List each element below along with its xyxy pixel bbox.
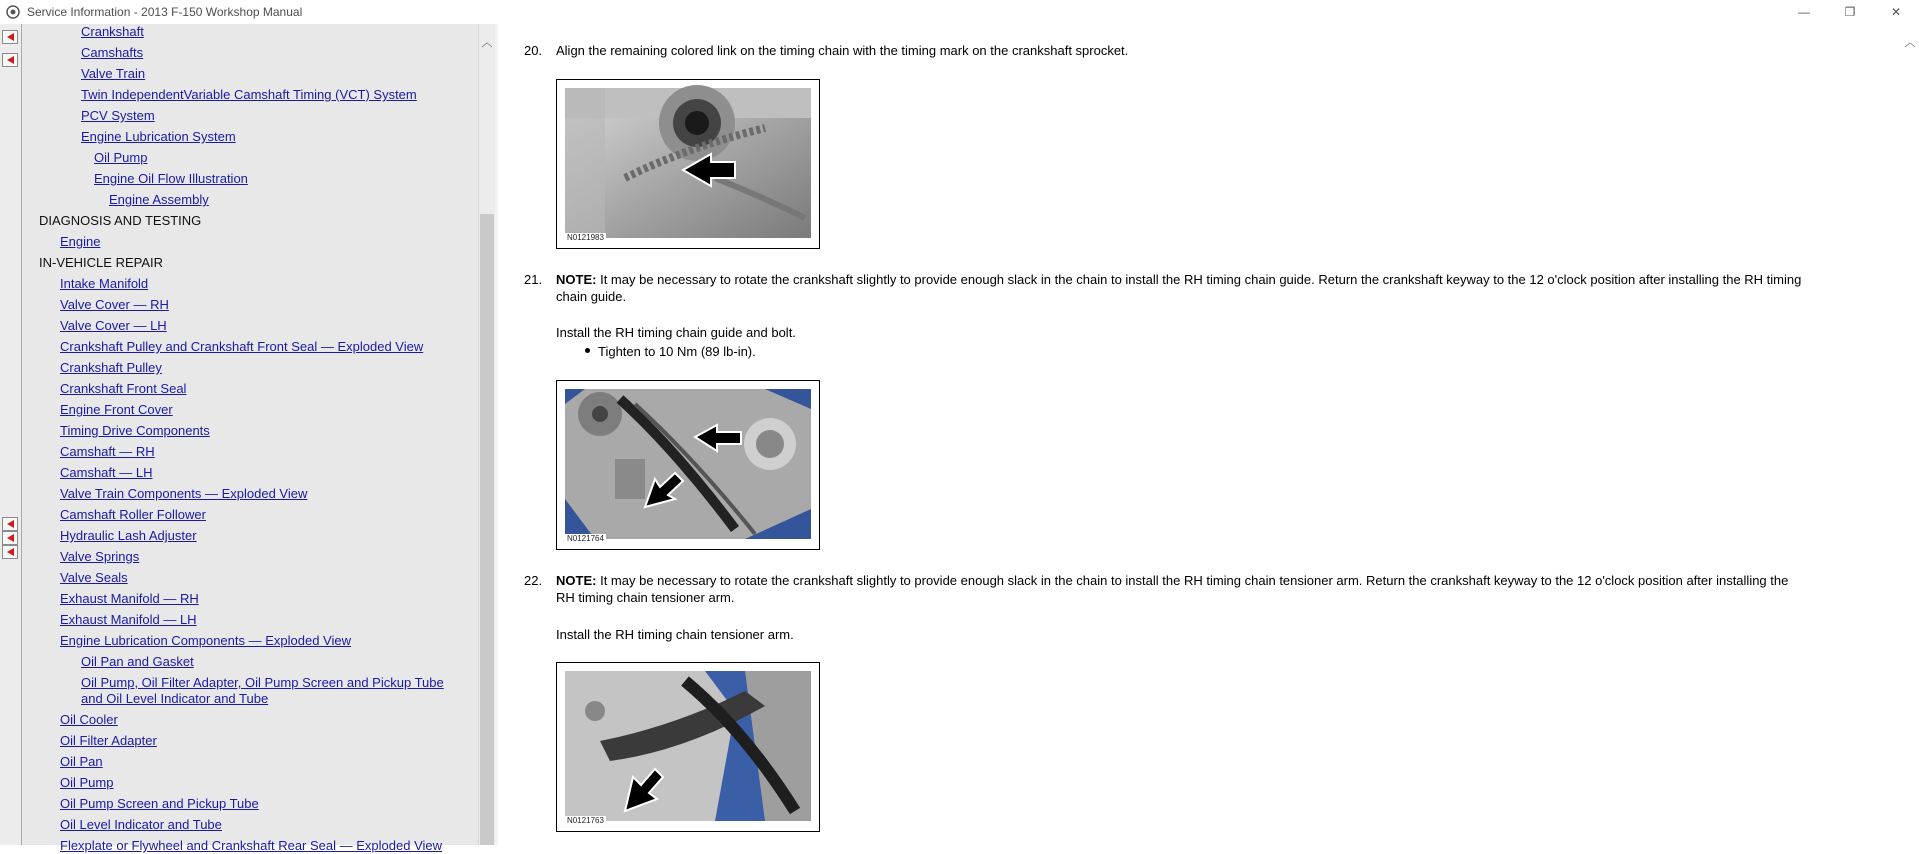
window-title: Service Information - 2013 F-150 Workshop Manual	[27, 5, 303, 19]
toc-item[interactable]: Flexplate or Flywheel and Crankshaft Rear Seal — Exploded View	[60, 838, 443, 853]
toc-item[interactable]: Valve Springs	[60, 549, 140, 564]
content-scrollbar[interactable]	[1901, 24, 1919, 845]
toc-item[interactable]: Camshaft Roller Follower	[60, 507, 206, 522]
figure-code: N0121983	[567, 233, 604, 242]
toc-scrollbar-thumb[interactable]	[480, 214, 494, 845]
toc-item[interactable]: Crankshaft Pulley	[60, 360, 162, 375]
torque-spec: Tighten to 10 Nm (89 lb-in).	[598, 344, 756, 359]
step-number: 20.	[524, 43, 543, 58]
toc-item[interactable]: Engine Front Cover	[60, 402, 173, 417]
maximize-button[interactable]: ❐	[1844, 5, 1856, 19]
toc-item[interactable]: Oil Cooler	[60, 712, 118, 727]
note-text-continued: RH timing chain tensioner arm.	[556, 590, 735, 605]
nav-arrow-button-2[interactable]	[2, 531, 18, 545]
toc-item[interactable]: Crankshaft Pulley and Crankshaft Front Seal — Exploded View	[60, 339, 424, 354]
minimize-button[interactable]: —	[1798, 5, 1810, 19]
red-arrow-icon	[7, 56, 14, 64]
figure-code: N0121764	[567, 534, 604, 543]
toc-heading: DIAGNOSIS AND TESTING	[39, 213, 202, 228]
toc-item[interactable]: Exhaust Manifold — RH	[60, 591, 199, 606]
toc-item-continuation[interactable]: and Oil Level Indicator and Tube	[81, 691, 269, 706]
toc-item[interactable]: Crankshaft	[81, 24, 144, 39]
scroll-up-icon[interactable]: ︿	[481, 37, 493, 49]
toc-item[interactable]: Engine Lubrication Components — Exploded View	[60, 633, 351, 648]
toc-item[interactable]: Valve Seals	[60, 570, 128, 585]
red-arrow-icon	[7, 534, 14, 542]
note-text: It may be necessary to rotate the crankshaft slightly to provide enough slack in the chain to install the RH timing chain guide. Return the crankshaft keyway to the 12 o'clock position after installing the RH timing	[600, 272, 1802, 287]
table-of-contents	[22, 24, 478, 853]
step-text: Align the remaining colored link on the timing chain with the timing mark on the crankshaft sprocket.	[556, 43, 1129, 58]
toc-item[interactable]: Oil Pump, Oil Filter Adapter, Oil Pump Screen and Pickup Tube	[81, 675, 444, 690]
red-arrow-icon	[7, 33, 14, 41]
note-label: NOTE:	[556, 272, 597, 287]
toc-item[interactable]: Oil Pump	[94, 150, 148, 165]
step-instruction: Install the RH timing chain tensioner arm.	[556, 627, 794, 642]
timing-chain-guide-photo	[565, 389, 811, 539]
title-bar	[0, 0, 1919, 24]
tensioner-arm-photo	[565, 671, 811, 821]
toc-item[interactable]: Valve Cover — RH	[60, 297, 169, 312]
toc-item[interactable]: Twin IndependentVariable Camshaft Timing (VCT) System	[81, 87, 417, 102]
red-arrow-icon	[7, 548, 14, 556]
toc-item[interactable]: Oil Pan	[60, 754, 103, 769]
toc-item[interactable]: Oil Pump	[60, 775, 114, 790]
toc-item[interactable]: Oil Level Indicator and Tube	[60, 817, 222, 832]
step-instruction: Install the RH timing chain guide and bolt.	[556, 325, 796, 340]
figure-code: N0121763	[567, 816, 604, 825]
close-button[interactable]: ✕	[1890, 5, 1902, 19]
toc-item[interactable]: Oil Pump Screen and Pickup Tube	[60, 796, 259, 811]
red-arrow-icon	[7, 520, 14, 528]
app-icon	[5, 4, 21, 20]
back-arrow-button[interactable]	[2, 30, 18, 44]
step-number: 21.	[524, 272, 543, 287]
toc-item[interactable]: Camshafts	[81, 45, 144, 60]
scroll-up-icon[interactable]: ︿	[1904, 37, 1916, 49]
toc-item[interactable]: Engine Assembly	[109, 192, 209, 207]
step-22-figure	[556, 662, 820, 832]
toc-item[interactable]: Oil Pan and Gasket	[81, 654, 194, 669]
toc-item[interactable]: Oil Filter Adapter	[60, 733, 157, 748]
toc-item[interactable]: Hydraulic Lash Adjuster	[60, 528, 197, 543]
nav-arrow-button-3[interactable]	[2, 545, 18, 559]
forward-arrow-button[interactable]	[2, 53, 18, 67]
toc-item[interactable]: Camshaft — RH	[60, 444, 155, 459]
document-content	[498, 24, 1901, 845]
step-20-figure	[556, 79, 820, 249]
toc-item[interactable]: Valve Train Components — Exploded View	[60, 486, 308, 501]
toc-item[interactable]: Crankshaft Front Seal	[60, 381, 187, 396]
toc-item[interactable]: Engine Oil Flow Illustration	[94, 171, 248, 186]
step-note	[556, 573, 1896, 589]
toc-scrollbar[interactable]	[478, 24, 495, 845]
nav-arrow-button-1[interactable]	[2, 517, 18, 531]
toc-item[interactable]: PCV System	[81, 108, 155, 123]
toc-item[interactable]: Engine	[60, 234, 101, 249]
step-note	[556, 272, 1896, 288]
note-text: It may be necessary to rotate the crankshaft slightly to provide enough slack in the chain to install the RH timing chain tensioner arm. Return the crankshaft keyway to the 12 o'clock position after installing the	[600, 573, 1789, 588]
bullet-icon	[585, 348, 590, 353]
note-text-continued: chain guide.	[556, 289, 627, 304]
navigation-strip	[0, 24, 22, 845]
toc-item[interactable]: Camshaft — LH	[60, 465, 153, 480]
timing-chain-photo	[565, 88, 811, 238]
toc-item[interactable]: Valve Cover — LH	[60, 318, 167, 333]
toc-item[interactable]: Engine Lubrication System	[81, 129, 236, 144]
step-21-figure	[556, 380, 820, 550]
toc-item[interactable]: Exhaust Manifold — LH	[60, 612, 197, 627]
toc-heading: IN-VEHICLE REPAIR	[39, 255, 164, 270]
toc-item[interactable]: Timing Drive Components	[60, 423, 210, 438]
toc-item[interactable]: Valve Train	[81, 66, 146, 81]
toc-item[interactable]: Intake Manifold	[60, 276, 149, 291]
note-label: NOTE:	[556, 573, 597, 588]
step-number: 22.	[524, 573, 543, 588]
